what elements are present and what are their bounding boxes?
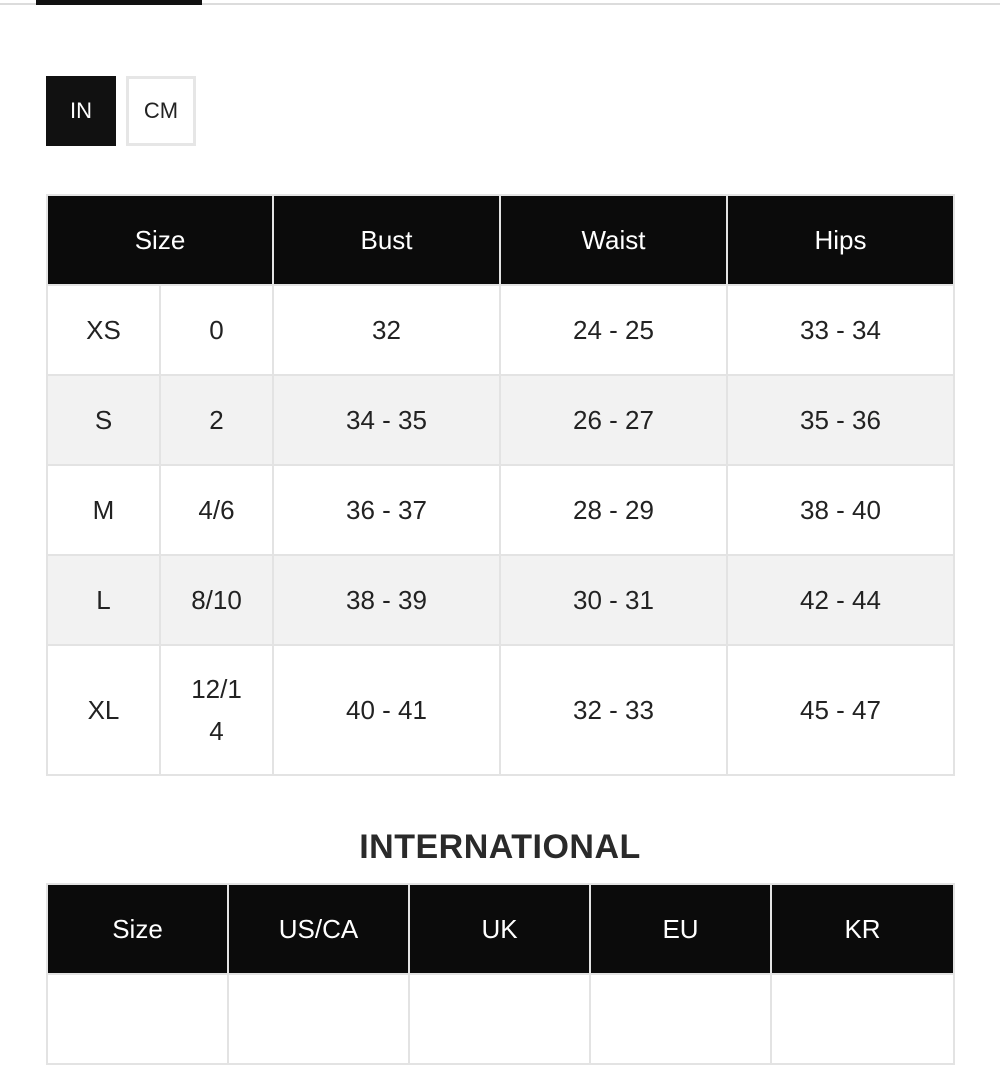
table-row [47,285,954,375]
table-row [47,555,954,645]
bust-value: 34 - 35 [273,375,500,465]
size-chart-table [46,194,955,776]
size-number-cell [160,645,273,775]
international-header-row [47,884,954,974]
bust-value: 38 - 39 [273,555,500,645]
table-row [47,645,954,775]
bust-value: 36 - 37 [273,465,500,555]
table-cell [409,974,590,1064]
header-eu: EU [590,884,771,974]
header-size: Size [47,195,273,285]
header-hips: Hips [727,195,954,285]
international-size-table [46,883,955,1065]
bust-value: 32 [273,285,500,375]
hips-value: 45 - 47 [727,645,954,775]
size-label: S [47,375,160,465]
waist-value: 24 - 25 [500,285,727,375]
hips-value: 33 - 34 [727,285,954,375]
hips-value: 38 - 40 [727,465,954,555]
size-label: L [47,555,160,645]
international-section-title: INTERNATIONAL [359,828,641,866]
unit-cm-button[interactable]: CM [126,76,196,146]
bust-value: 40 - 41 [273,645,500,775]
waist-value: 30 - 31 [500,555,727,645]
table-row [47,974,954,1064]
unit-toggle [46,76,196,146]
header-kr: KR [771,884,954,974]
size-number: 8/10 [160,555,273,645]
header-waist: Waist [500,195,727,285]
size-chart-header-row [47,195,954,285]
size-number: 2 [160,375,273,465]
table-row [47,465,954,555]
table-row [47,375,954,465]
unit-in-button[interactable]: IN [46,76,116,146]
waist-value: 32 - 33 [500,645,727,775]
size-number: 0 [160,285,273,375]
active-tab-indicator [36,0,202,5]
waist-value: 26 - 27 [500,375,727,465]
table-cell [47,974,228,1064]
size-number: 12/14 [191,674,242,746]
hips-value: 35 - 36 [727,375,954,465]
size-number: 4/6 [160,465,273,555]
header-bust: Bust [273,195,500,285]
waist-value: 28 - 29 [500,465,727,555]
header-size: Size [47,884,228,974]
header-us-ca: US/CA [228,884,409,974]
size-label: XS [47,285,160,375]
table-cell [771,974,954,1064]
table-cell [590,974,771,1064]
size-label: M [47,465,160,555]
hips-value: 42 - 44 [727,555,954,645]
header-uk: UK [409,884,590,974]
size-label: XL [47,645,160,775]
table-cell [228,974,409,1064]
